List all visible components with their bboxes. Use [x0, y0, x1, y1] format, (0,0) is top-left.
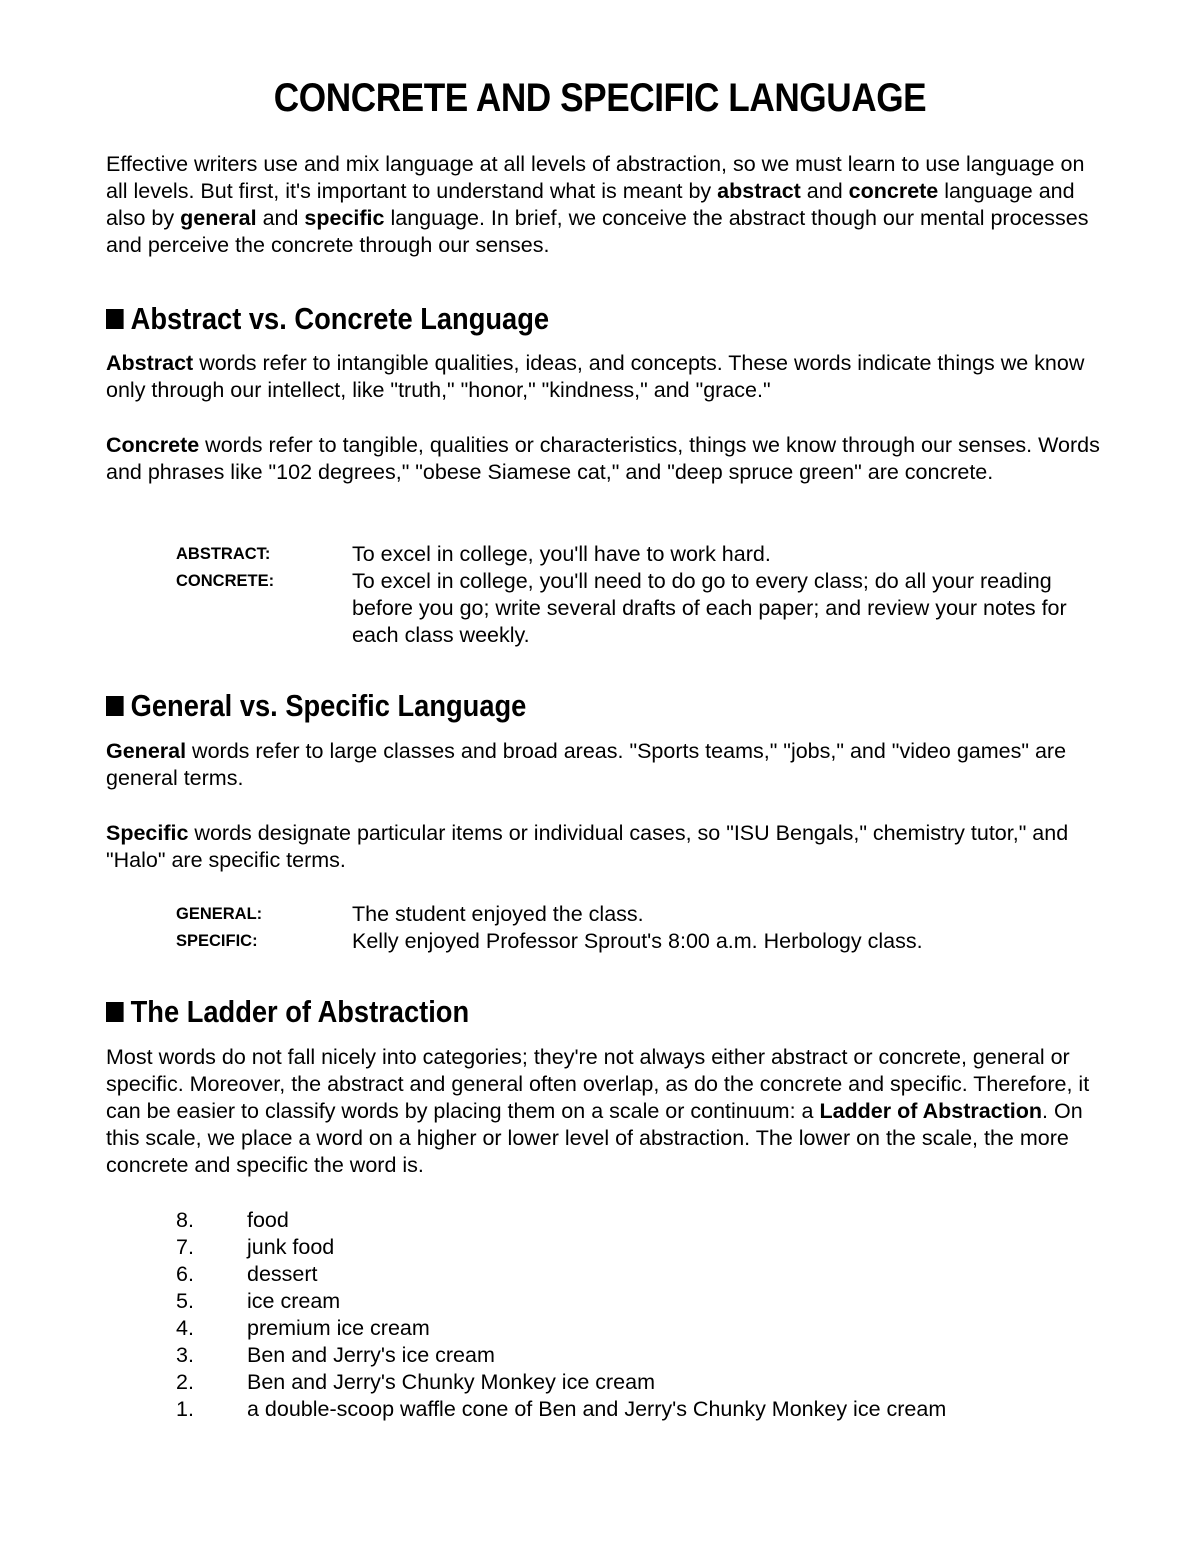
- page-title: CONCRETE AND SPECIFIC LANGUAGE: [273, 76, 927, 120]
- intro-paragraph: [106, 151, 1106, 259]
- abstract-definition: [106, 350, 1106, 404]
- intro-term-general: general: [180, 206, 257, 230]
- list-item-number: 2.: [176, 1370, 194, 1394]
- example-text-concrete: To excel in college, you'll need to do go to every class; do all your reading before you go; write several drafts of each paper; and review your notes for each class weekly.: [352, 569, 1067, 647]
- general-term: General: [106, 739, 187, 763]
- general-definition-text: words refer to large classes and broad areas. "Sports teams," "jobs," and "video games" are general terms.: [106, 739, 1067, 790]
- section-heading-text: Abstract vs. Concrete Language: [130, 301, 550, 336]
- general-definition: [106, 738, 1106, 792]
- ladder-text-1: Most words do not fall nicely into categories; they're not always either abstract or concrete, general or specific. Moreover, the abstract and general often overlap, as do the concrete and specific. Therefore, it can be easier to classify words by placing them on a scale or continuum: a: [106, 1045, 1090, 1123]
- list-item: [176, 1261, 946, 1288]
- ladder-term: Ladder of Abstraction: [819, 1099, 1043, 1123]
- list-item: [176, 1396, 946, 1423]
- list-item-number: 1.: [176, 1397, 194, 1421]
- list-item-text: dessert: [247, 1262, 318, 1286]
- intro-term-abstract: abstract: [717, 179, 801, 203]
- list-item-number: 3.: [176, 1343, 194, 1367]
- example-text-specific: Kelly enjoyed Professor Sprout's 8:00 a.m. Herbology class.: [352, 929, 923, 953]
- section-heading-text: General vs. Specific Language: [130, 688, 527, 723]
- list-item: [176, 1288, 946, 1315]
- intro-text-2: and: [800, 179, 849, 203]
- concrete-term: Concrete: [106, 433, 200, 457]
- example-label-specific: SPECIFIC:: [176, 932, 258, 950]
- list-item-number: 4.: [176, 1316, 194, 1340]
- list-item-text: ice cream: [247, 1289, 341, 1313]
- specific-definition: [106, 820, 1106, 874]
- specific-definition-text: words designate particular items or individual cases, so "ISU Bengals," chemistry tutor," and "Halo" are specific terms.: [106, 821, 1069, 872]
- section-heading-ladder: [106, 994, 469, 1030]
- square-bullet-icon: [106, 1002, 124, 1022]
- example-text-general: The student enjoyed the class.: [352, 902, 644, 926]
- list-item-number: 6.: [176, 1262, 194, 1286]
- example-label-concrete: CONCRETE:: [176, 572, 275, 590]
- list-item-number: 8.: [176, 1208, 194, 1232]
- square-bullet-icon: [106, 696, 124, 716]
- list-item-text: premium ice cream: [247, 1316, 430, 1340]
- concrete-definition-text: words refer to tangible, qualities or characteristics, things we know through our senses. Words and phrases like "102 degrees," "obese Siamese cat," and "deep spruce green" are concrete.: [106, 433, 1100, 484]
- section-heading-abstract-concrete: [106, 301, 549, 337]
- ladder-list: [176, 1207, 946, 1423]
- intro-text-3: language and also by: [106, 179, 1075, 230]
- list-item: [176, 1369, 946, 1396]
- specific-term: Specific: [106, 821, 189, 845]
- abstract-term: Abstract: [106, 351, 194, 375]
- abstract-definition-text: words refer to intangible qualities, ideas, and concepts. These words indicate things we know only through our intellect, like "truth," "honor," "kindness," and "grace.": [106, 351, 1085, 402]
- list-item-text: junk food: [247, 1235, 335, 1259]
- ladder-paragraph: [106, 1044, 1106, 1179]
- section-heading-text: The Ladder of Abstraction: [130, 994, 470, 1029]
- list-item-text: a double-scoop waffle cone of Ben and Jerry's Chunky Monkey ice cream: [247, 1397, 947, 1421]
- list-item-number: 7.: [176, 1235, 194, 1259]
- example-text-abstract: To excel in college, you'll have to work hard.: [352, 542, 771, 566]
- intro-term-specific: specific: [304, 206, 385, 230]
- intro-text-5: language. In brief, we conceive the abstract though our mental processes and perceive the concrete through our senses.: [106, 206, 1089, 257]
- list-item-text: Ben and Jerry's ice cream: [247, 1343, 495, 1367]
- section-heading-general-specific: [106, 688, 526, 724]
- list-item: [176, 1342, 946, 1369]
- intro-term-concrete: concrete: [848, 179, 939, 203]
- intro-text-1: Effective writers use and mix language at all levels of abstraction, so we must learn to use language on all levels. But first, it's important to understand what is meant by: [106, 152, 1085, 203]
- concrete-definition: [106, 432, 1106, 486]
- list-item: [176, 1315, 946, 1342]
- list-item: [176, 1207, 946, 1234]
- example-label-abstract: ABSTRACT:: [176, 545, 271, 563]
- ladder-text-2: . On this scale, we place a word on a higher or lower level of abstraction. The lower on the scale, the more concrete and specific the word is.: [106, 1099, 1083, 1177]
- list-item-number: 5.: [176, 1289, 194, 1313]
- intro-text-4: and: [256, 206, 305, 230]
- list-item-text: Ben and Jerry's Chunky Monkey ice cream: [247, 1370, 655, 1394]
- example-label-general: GENERAL:: [176, 905, 263, 923]
- list-item-text: food: [247, 1208, 289, 1232]
- list-item: [176, 1234, 946, 1261]
- square-bullet-icon: [106, 309, 124, 329]
